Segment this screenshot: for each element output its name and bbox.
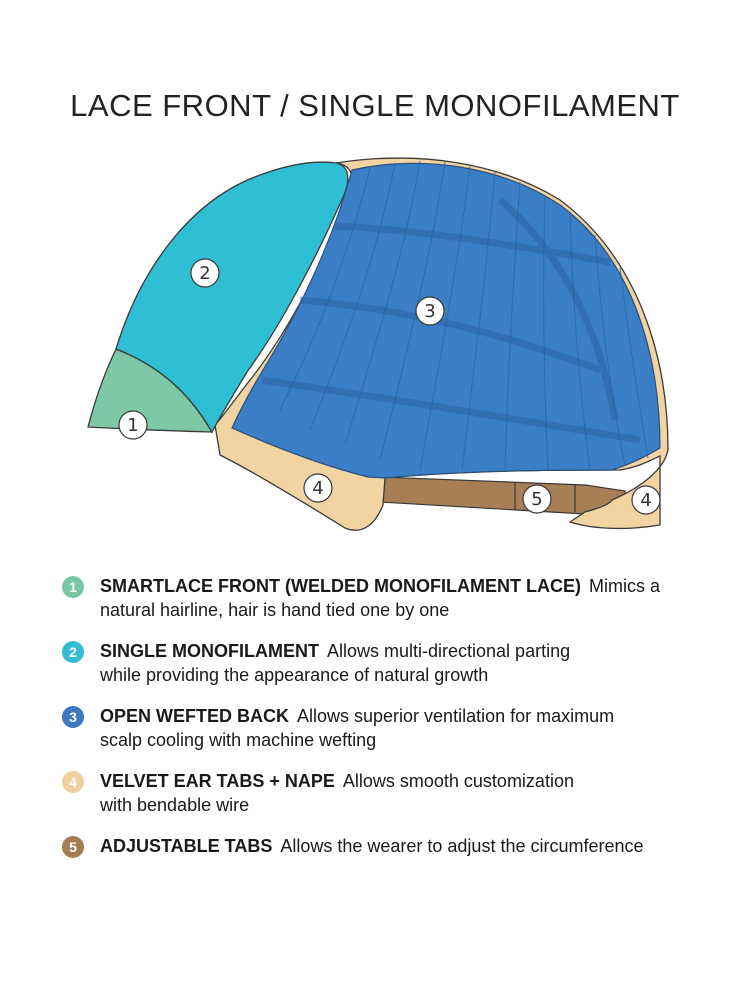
page-title: LACE FRONT / SINGLE MONOFILAMENT: [70, 88, 680, 123]
callout-1: [119, 411, 147, 439]
legend-line-2: scalp cooling with machine wefting: [100, 730, 377, 750]
callout-3: [416, 297, 444, 325]
legend-line-1: [100, 574, 722, 598]
svg-text:3: 3: [424, 301, 436, 322]
legend-description: Allows superior ventilation for maximum: [297, 706, 615, 726]
legend-item: [62, 574, 722, 622]
number-badge: 4: [62, 771, 84, 793]
callout-4-ear-tab: [304, 474, 332, 502]
legend-description: Allows multi-directional parting: [327, 641, 571, 661]
legend-item: [62, 834, 722, 858]
legend-line-1: [100, 639, 722, 663]
number-badge: 5: [62, 836, 84, 858]
number-badge: 2: [62, 641, 84, 663]
legend-heading: SMARTLACE FRONT (WELDED MONOFILAMENT LACE): [100, 576, 581, 596]
legend-line-1: [100, 769, 722, 793]
number-badge: 3: [62, 706, 84, 728]
svg-text:2: 2: [199, 263, 211, 284]
legend: [62, 574, 722, 875]
svg-text:4: 4: [640, 490, 652, 511]
legend-description: Allows the wearer to adjust the circumference: [280, 836, 644, 856]
legend-item: [62, 769, 722, 817]
number-badge: 1: [62, 576, 84, 598]
callout-2: [191, 259, 219, 287]
legend-heading: OPEN WEFTED BACK: [100, 706, 289, 726]
legend-line-2: with bendable wire: [100, 795, 250, 815]
legend-heading: ADJUSTABLE TABS: [100, 836, 273, 856]
wig-cap-diagram: [0, 150, 750, 550]
svg-text:1: 1: [127, 415, 139, 436]
svg-text:5: 5: [531, 489, 543, 510]
legend-item: [62, 639, 722, 687]
adjustable-tab-strap: [380, 477, 625, 514]
svg-text:4: 4: [312, 478, 324, 499]
callout-4-nape: [632, 486, 660, 514]
legend-line-2: while providing the appearance of natural growth: [100, 665, 489, 685]
legend-line-1: [100, 834, 722, 858]
legend-line-2: natural hairline, hair is hand tied one by one: [100, 600, 450, 620]
legend-item: [62, 704, 722, 752]
legend-description: Mimics a: [588, 576, 660, 596]
legend-line-1: [100, 704, 722, 728]
legend-heading: SINGLE MONOFILAMENT: [100, 641, 319, 661]
legend-heading: VELVET EAR TABS + NAPE: [100, 771, 335, 791]
callout-5: [523, 485, 551, 513]
legend-description: Allows smooth customization: [342, 771, 574, 791]
